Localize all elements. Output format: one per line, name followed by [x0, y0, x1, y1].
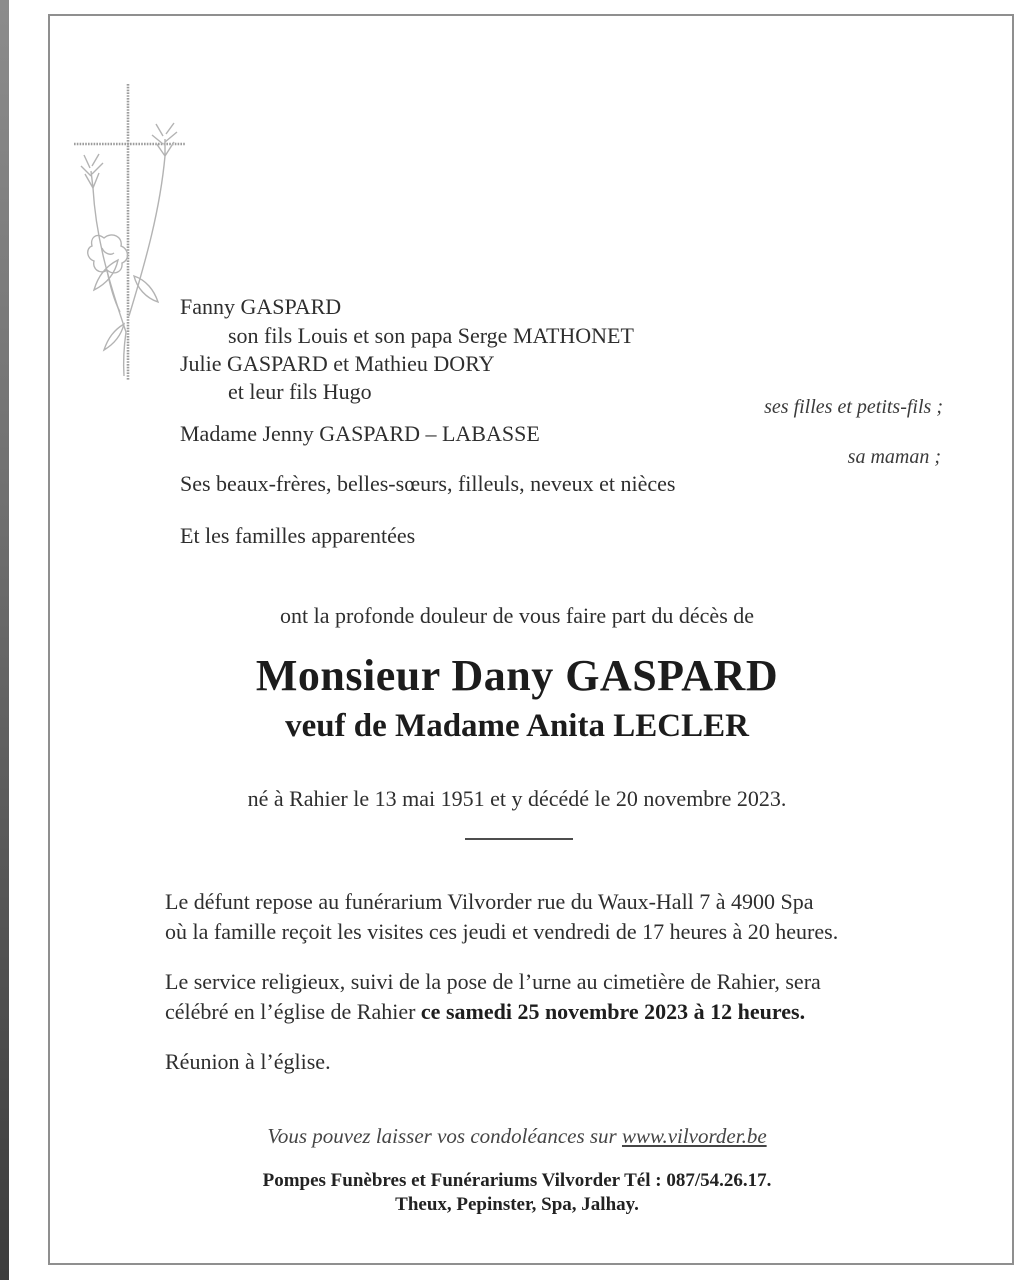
mourner-line-jenny: Madame Jenny GASPARD – LABASSE — [180, 421, 540, 446]
deceased-subtitle: veuf de Madame Anita LECLER — [285, 708, 749, 744]
service-line-2-bold: ce samedi 25 novembre 2023 à 12 heures. — [420, 999, 806, 1024]
mourner-line-inlaws: Ses beaux-frères, belles-sœurs, filleuls, neveux et nièces — [180, 471, 676, 496]
mourner-line-fanny: Fanny GASPARD — [180, 294, 342, 319]
section-divider — [465, 838, 573, 840]
life-dates: né à Rahier le 13 mai 1951 et y décédé le 20 novembre 2023. — [247, 786, 787, 811]
meeting-line: Réunion à l’église. — [165, 1049, 331, 1074]
funeral-home-line: Pompes Funèbres et Funérariums Vilvorder Tél : 087/54.26.17. — [262, 1170, 772, 1191]
funeral-home-cities: Theux, Pepinster, Spa, Jalhay. — [395, 1194, 639, 1215]
announcement-intro: ont la profonde douleur de vous faire part du décès de — [279, 603, 755, 628]
service-line-2 — [165, 998, 805, 1026]
repose-line-1: Le défunt repose au funérarium Vilvorder rue du Waux-Hall 7 à 4900 Spa — [165, 889, 814, 914]
mourner-line-hugo: et leur fils Hugo — [228, 379, 372, 404]
mourner-line-families: Et les familles apparentées — [180, 523, 416, 548]
service-line-2-regular: célébré en l’église de Rahier — [165, 999, 421, 1024]
scanner-edge-shadow — [0, 0, 9, 1280]
condolences-website-link[interactable]: www.vilvorder.be — [621, 1124, 767, 1148]
repose-line-2: où la famille reçoit les visites ces jeudi et vendredi de 17 heures à 20 heures. — [165, 919, 839, 944]
deceased-name: Monsieur Dany GASPARD — [255, 651, 779, 700]
condolences-line — [17, 1124, 1017, 1149]
cross-flowers-illustration — [66, 80, 194, 384]
condolences-text: Vous pouvez laisser vos condoléances sur — [267, 1124, 622, 1148]
mourner-line-julie-mathieu: Julie GASPARD et Mathieu DORY — [180, 351, 495, 376]
mourner-line-louis-serge: son fils Louis et son papa Serge MATHONET — [228, 323, 634, 348]
relation-mother: sa maman ; — [847, 446, 941, 468]
relation-daughters-grandsons: ses filles et petits-fils ; — [764, 396, 943, 418]
service-line-1: Le service religieux, suivi de la pose de l’urne au cimetière de Rahier, sera — [165, 969, 821, 994]
